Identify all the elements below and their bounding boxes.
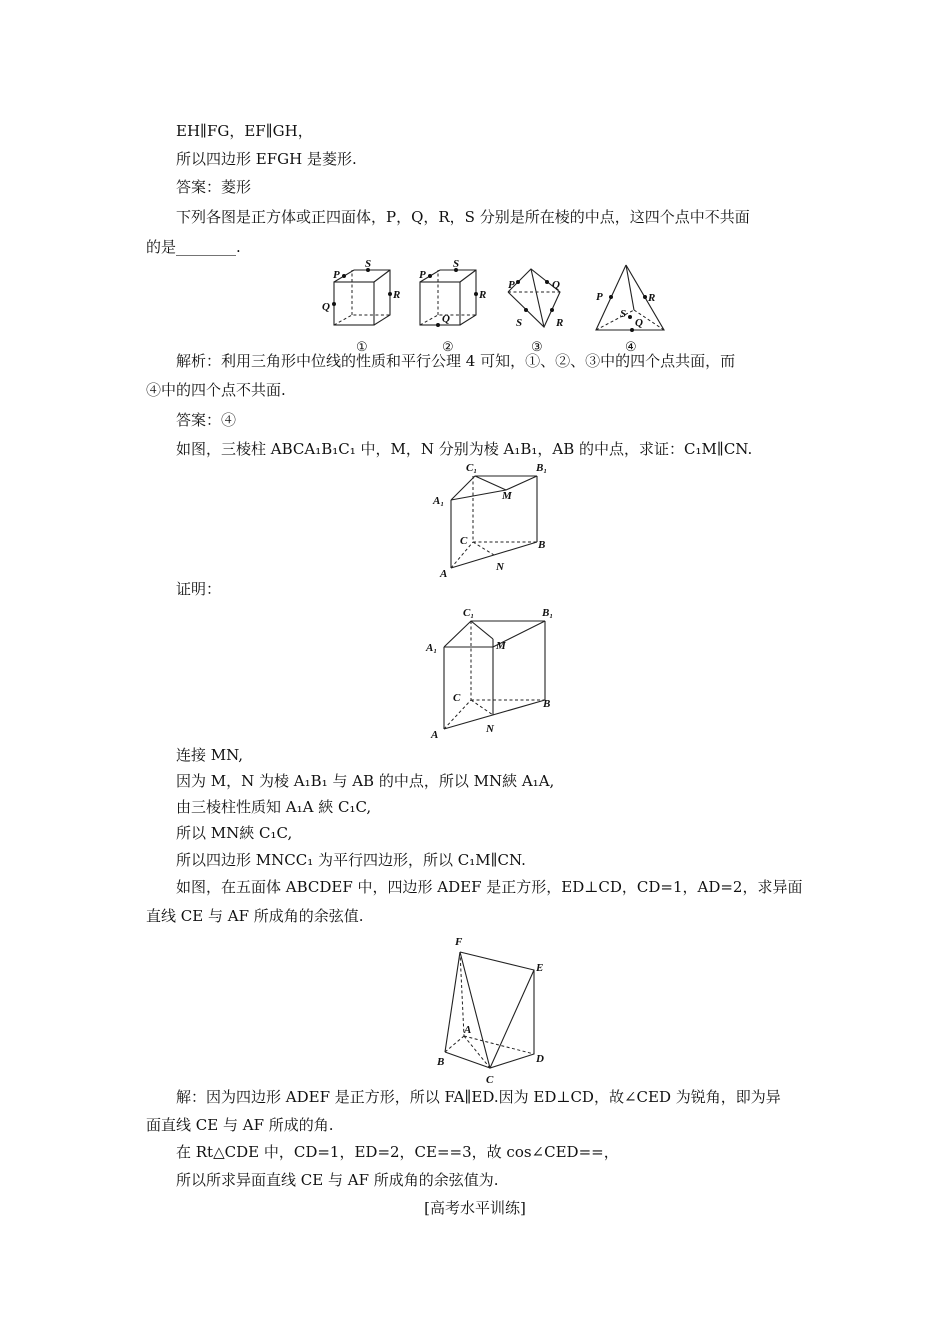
text-line: 答案：菱形: [176, 178, 252, 196]
fig-label: S: [620, 308, 627, 320]
fig-label: P: [596, 291, 603, 303]
fig-label: C: [460, 535, 468, 547]
fig-label: B₁: [542, 607, 554, 619]
text-line: 连接 MN,: [176, 746, 244, 764]
text-line: EH∥FG，EF∥GH，: [176, 122, 313, 140]
text-line: 证明：: [176, 580, 222, 598]
fig-label: C₁: [463, 607, 475, 619]
fig-label: Q: [552, 279, 560, 291]
question-text: 如图，在五面体 ABCDEF 中，四边形 ADEF 是正方形，ED⊥CD，CD=1，AD=2，求异面: [176, 878, 803, 896]
text-line: 所以四边形 EFGH 是菱形.: [176, 150, 357, 168]
tetrahedron-figure-4: [596, 265, 664, 354]
fig-label: B: [437, 1056, 445, 1068]
text-line: 所以 MN綊 C₁C,: [176, 824, 293, 842]
tetrahedron-figure-3: [508, 269, 563, 354]
fig-label: E: [536, 962, 544, 974]
fig-label: A₁: [433, 495, 445, 507]
text-line: 答案：④: [176, 411, 237, 429]
fig-label: R: [556, 317, 564, 329]
fig-label: B: [543, 698, 551, 710]
fig-label: M: [496, 640, 506, 652]
fig-label: P: [419, 269, 426, 281]
section-heading: [高考水平训练]: [424, 1199, 526, 1217]
fig-label: P: [333, 269, 340, 281]
question-text: 如图，三棱柱 ABCA₁B₁C₁ 中，M，N 分别为棱 A₁B₁，AB 的中点，求证：C₁M∥CN.: [176, 440, 753, 458]
fig-label: S: [365, 258, 372, 270]
cube-figure-2: [419, 258, 486, 354]
text-line: ④中的四个点不共面.: [146, 381, 286, 399]
fig-label: P: [508, 279, 515, 291]
fig-label: B₁: [536, 462, 548, 474]
text-line: 所以所求异面直线 CE 与 AF 所成角的余弦值为.: [176, 1171, 499, 1189]
fig-label: Q: [635, 317, 643, 329]
fig-label: R: [479, 289, 487, 301]
text-line: 面直线 CE 与 AF 所成的角.: [146, 1116, 334, 1134]
fig-label: S: [516, 317, 523, 329]
fig-label: C: [486, 1074, 494, 1086]
text-line: 由三棱柱性质知 A₁A 綊 C₁C,: [176, 798, 372, 816]
text-line: 在 Rt△CDE 中，CD=1，ED=2，CE==3，故 cos∠CED==，: [176, 1143, 619, 1161]
fig-label: N: [496, 561, 504, 573]
fig-label: M: [502, 490, 512, 502]
question-text: 的是________.: [146, 238, 241, 256]
question-text: 下列各图是正方体或正四面体，P，Q，R，S 分别是所在棱的中点，这四个点中不共面: [176, 208, 750, 226]
fig-label: A: [431, 729, 439, 741]
fig-label: A: [464, 1024, 472, 1036]
figure-cubes-tetrahedra: [320, 260, 680, 352]
fig-label: D: [536, 1053, 544, 1065]
fig-label: C: [453, 692, 461, 704]
fig-label: F: [455, 936, 463, 948]
fig-label: R: [648, 292, 656, 304]
text-line: 解：因为四边形 ADEF 是正方形，所以 FA∥ED.因为 ED⊥CD，故∠CED 为锐角，即为异: [176, 1088, 781, 1106]
fig-label: B: [538, 539, 546, 551]
fig-label: Q: [322, 301, 330, 313]
fig-label: A: [440, 568, 448, 580]
figure-number: ①: [356, 339, 368, 354]
text-line: 所以四边形 MNCC₁ 为平行四边形，所以 C₁M∥CN.: [176, 851, 526, 869]
question-text: 直线 CE 与 AF 所成角的余弦值.: [146, 907, 364, 925]
figure-pentahedron: [430, 932, 560, 1090]
fig-label: A₁: [426, 642, 438, 654]
fig-label: N: [486, 723, 494, 735]
text-line: 解析：利用三角形中位线的性质和平行公理 4 可知，①、②、③中的四个点共面，而: [176, 352, 736, 370]
fig-label: S: [453, 258, 460, 270]
figure-number: ④: [625, 339, 637, 354]
fig-label: R: [393, 289, 401, 301]
fig-label: C₁: [466, 462, 478, 474]
figure-number: ②: [442, 339, 454, 354]
text-line: 因为 M，N 为棱 A₁B₁ 与 AB 的中点，所以 MN綊 A₁A,: [176, 772, 555, 790]
figure-prism-2: [423, 603, 563, 743]
fig-label: Q: [442, 313, 450, 325]
figure-number: ③: [531, 339, 543, 354]
figure-prism-1: [430, 458, 560, 580]
cube-figure-1: [322, 258, 400, 354]
